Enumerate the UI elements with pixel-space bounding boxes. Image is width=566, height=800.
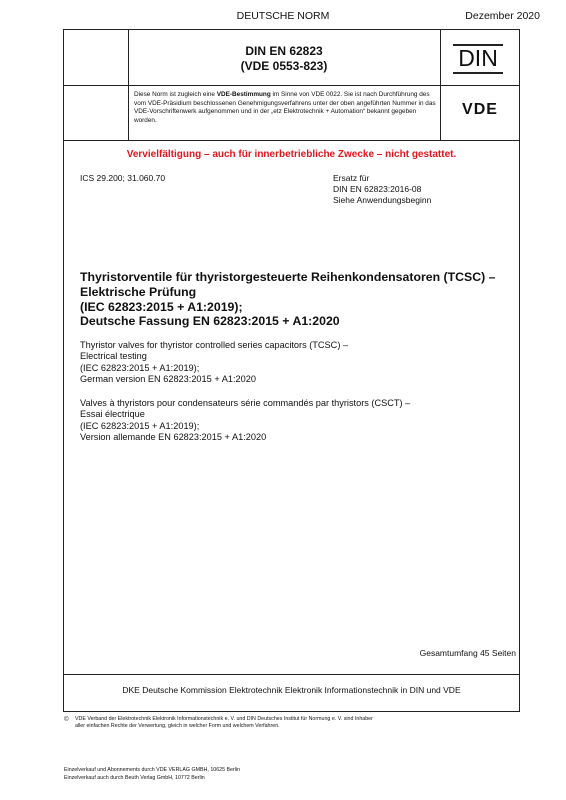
header-bottom-divider	[63, 140, 520, 141]
title-english-line: (IEC 62823:2015 + A1:2019);	[80, 362, 200, 373]
title-english-line: Electrical testing	[80, 351, 147, 362]
header-divider	[63, 85, 520, 86]
ics-code: ICS 29.200; 31.060.70	[80, 173, 166, 183]
sales-info	[64, 767, 240, 782]
din-logo-text: DIN	[458, 45, 498, 71]
reproduction-warning: Vervielfältigung – auch für innerbetriebliche Zwecke – nicht gestattet.	[126, 149, 457, 160]
copyright-notice	[75, 716, 515, 730]
note-text-bold: VDE-Bestimmung	[216, 91, 271, 98]
note-text-prefix: Diese Norm ist zugleich eine	[134, 91, 217, 98]
title-french-line: Essai électrique	[80, 409, 145, 420]
left-column-divider	[128, 29, 129, 140]
title-french-line: Version allemande EN 62823:2015 + A1:2020	[80, 432, 267, 443]
sales-line: Einzelverkauf auch durch Beuth Verlag GmbH, 10772 Berlin	[64, 774, 205, 781]
din-logo	[453, 44, 503, 72]
din-logo-bottom-bar	[453, 72, 503, 74]
total-pages: Gesamtumfang 45 Seiten	[419, 648, 516, 658]
copyright-line: VDE Verband der Elektrotechnik Elektronik Informationstechnik e. V. und DIN Deutsches Institut für Normung e. V. sind Inhaber	[75, 716, 373, 722]
copyright-line: aller einfachen Rechte der Verwertung, gleich in welcher Form und welchem Verfahren.	[75, 722, 280, 729]
title-english-line: Thyristor valves for thyristor controlled series capacitors (TCSC) –	[80, 340, 349, 350]
title-german-line: Elektrische Prüfung	[80, 284, 197, 299]
vde-regulation-note	[134, 91, 436, 125]
replacement-label: Ersatz für	[333, 173, 370, 183]
title-english	[80, 340, 515, 386]
title-german	[80, 270, 515, 329]
title-english-line: German version EN 62823:2015 + A1:2020	[80, 374, 256, 385]
vde-number: (VDE 0553-823)	[240, 59, 328, 73]
vde-logo: VDE	[462, 101, 498, 118]
committee-divider	[63, 674, 520, 675]
standard-series-label: DEUTSCHE NORM	[236, 10, 330, 22]
title-german-line: Deutsche Fassung EN 62823:2015 + A1:2020	[80, 314, 340, 329]
application-start-note: Siehe Anwendungsbeginn	[333, 195, 432, 205]
document-number-block	[130, 44, 438, 74]
din-number: DIN EN 62823	[245, 44, 323, 58]
replacement-info	[333, 173, 431, 206]
title-french-line: (IEC 62823:2015 + A1:2019);	[80, 420, 200, 431]
right-column-divider	[440, 29, 441, 140]
title-german-line: Thyristorventile für thyristorgesteuerte Reihenkondensatoren (TCSC) –	[80, 270, 496, 284]
replaced-standard: DIN EN 62823:2016-08	[333, 184, 422, 194]
sales-line: Einzelverkauf und Abonnements durch VDE VERLAG GMBH, 10625 Berlin	[64, 767, 241, 773]
committee-line: DKE Deutsche Kommission Elektrotechnik Elektronik Informationstechnik in DIN und VDE	[122, 685, 461, 695]
copyright-symbol: ©	[64, 716, 69, 723]
title-french-line: Valves à thyristors pour condensateurs série commandés par thyristors (CSCT) –	[80, 398, 411, 408]
note-text-suffix: im Sinne von VDE 0022. Sie ist nach Durchführung des vom VDE-Präsidium beschlossenen Genehmigungsverfahrens unter der oben angeführten Nummer in das VDE-Vorschriftenwerk aufgenommen und in der „etz Elektrotechnik + Automation“ bekannt gegeben worden.	[134, 91, 436, 124]
publication-date: Dezember 2020	[465, 10, 540, 22]
title-french	[80, 398, 515, 444]
title-german-line: (IEC 62823:2015 + A1:2019);	[80, 299, 243, 314]
